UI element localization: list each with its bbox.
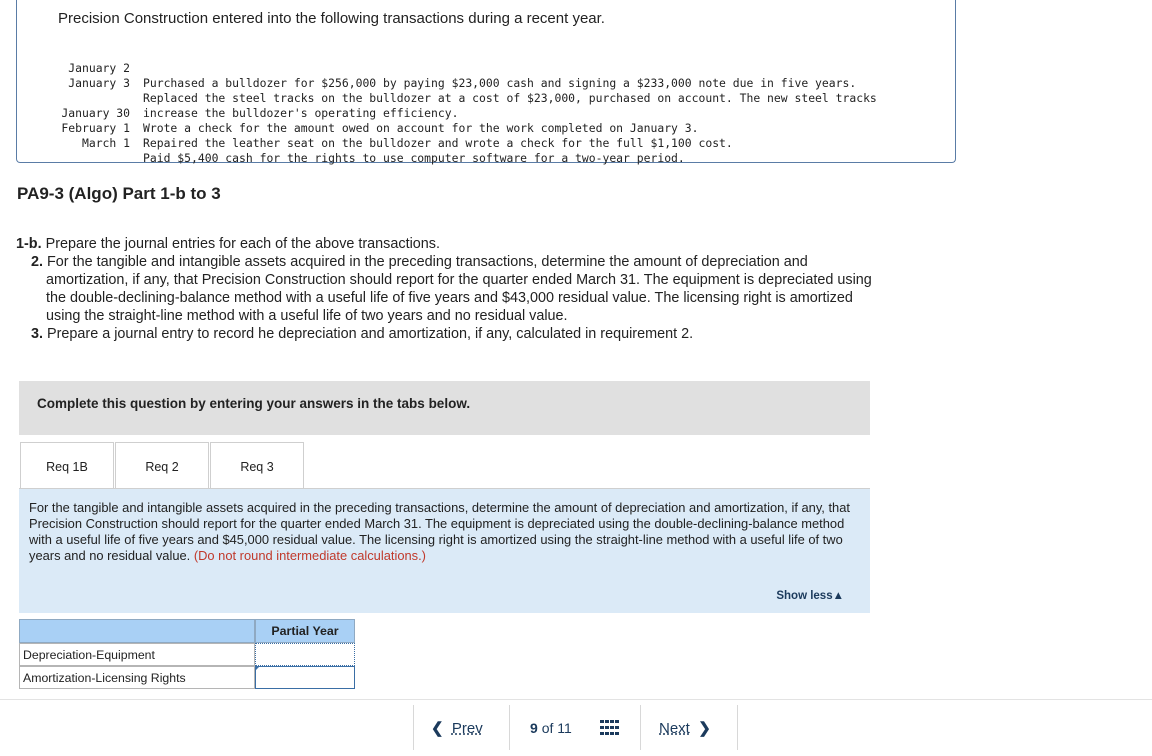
transaction-text: Purchased a bulldozer for $256,000 by paying $23,000 cash and signing a $233,000 note due in five years. — [143, 76, 857, 90]
question-panel — [19, 489, 870, 613]
requirement-3 — [31, 325, 693, 343]
part-title: PA9-3 (Algo) Part 1-b to 3 — [17, 184, 221, 203]
requirement-2-line: the double-declining-balance method with a useful life of five years and $43,000 residual value. The licensing right is amortized — [46, 290, 853, 306]
transaction-date: January 3 — [68, 76, 130, 90]
divider — [640, 705, 641, 750]
requirement-number: 3. — [31, 326, 44, 342]
grid-icon[interactable] — [600, 720, 619, 737]
requirement-2-line: using the straight-line method with a useful life of two years and no residual value. — [46, 308, 568, 324]
pagination-bar — [413, 705, 738, 750]
depreciation-equipment-input[interactable] — [255, 643, 355, 666]
panel-instructions — [29, 500, 859, 564]
panel-note: (Do not round intermediate calculations.) — [193, 548, 426, 563]
tab-req-3[interactable] — [210, 442, 304, 489]
transaction-text: Paid $5,400 cash for the rights to use computer software for a two-year period. — [143, 151, 685, 165]
transaction-text: Repaired the leather seat on the bulldozer and wrote a check for the full $1,100 cost. — [143, 136, 733, 150]
show-less-link[interactable] — [776, 590, 844, 602]
next-button[interactable] — [659, 719, 711, 737]
transaction-text: increase the bulldozer's operating efficiency. — [143, 106, 459, 120]
divider — [509, 705, 510, 750]
chevron-left-icon: ❮ — [431, 720, 444, 737]
transaction-date: February 1 — [61, 121, 130, 135]
triangle-up-icon: ▲ — [832, 590, 844, 602]
amortization-licensing-input[interactable] — [255, 666, 355, 689]
column-header: Partial Year — [255, 619, 355, 643]
intro-text: Precision Construction entered into the following transactions during a recent year. — [58, 10, 605, 27]
transaction-text: Wrote a check for the amount owed on account for the work completed on January 3. — [143, 121, 699, 135]
tab-label: Req 3 — [240, 460, 274, 474]
show-less-label: Show less — [776, 590, 833, 602]
transaction-text: Replaced the steel tracks on the bulldozer at a cost of $23,000, purchased on account. The new steel tracks — [143, 91, 877, 105]
page-of: of — [541, 720, 554, 736]
chevron-right-icon: ❯ — [698, 720, 711, 737]
divider — [413, 705, 414, 750]
requirement-number: 2. — [31, 254, 44, 270]
page-total: 11 — [557, 720, 572, 736]
requirement-number: 1-b. — [16, 236, 42, 252]
footer-divider — [0, 699, 1152, 700]
instructions-banner — [19, 381, 870, 435]
tab-label: Req 2 — [145, 460, 179, 474]
table-header-blank — [19, 619, 255, 643]
tab-label: Req 1B — [46, 460, 88, 474]
tab-req-1b[interactable] — [20, 442, 114, 489]
transaction-date: January 2 — [68, 61, 130, 75]
divider — [737, 705, 738, 750]
row-label: Depreciation-Equipment — [19, 643, 255, 666]
requirement-2 — [31, 253, 808, 271]
transaction-date: January 30 — [61, 106, 130, 120]
banner-text: Complete this question by entering your answers in the tabs below. — [37, 396, 471, 411]
page-indicator — [530, 720, 572, 736]
next-label: Next — [659, 720, 690, 737]
requirement-text: Prepare the journal entries for each of the above transactions. — [41, 236, 440, 252]
row-label: Amortization-Licensing Rights — [19, 666, 255, 689]
requirement-text: For the tangible and intangible assets acquired in the preceding transactions, determine the amount of depreciation and — [43, 254, 808, 270]
panel-text: For the tangible and intangible assets acquired in the preceding transactions, determine the amount of depreciation and amortization, if any, that Precision Construction should report for the quarter ended March 31. The equipment is depreciated using the double-declining-balance method with a useful life of five years and $45,000 residual value. The licensing right is amortized using the straight-line method with a useful life of two years and no residual value. — [29, 500, 850, 563]
prev-button[interactable] — [431, 719, 483, 737]
requirement-1b — [16, 235, 440, 253]
prev-label: Prev — [451, 720, 483, 737]
page-current: 9 — [530, 720, 538, 736]
transaction-date: March 1 — [81, 136, 130, 150]
requirement-text: Prepare a journal entry to record he depreciation and amortization, if any, calculated in requirement 2. — [43, 326, 694, 342]
requirement-2-line: amortization, if any, that Precision Construction should report for the quarter ended March 31. The equipment is depreciated using — [46, 272, 872, 288]
tab-req-2[interactable] — [115, 442, 209, 489]
